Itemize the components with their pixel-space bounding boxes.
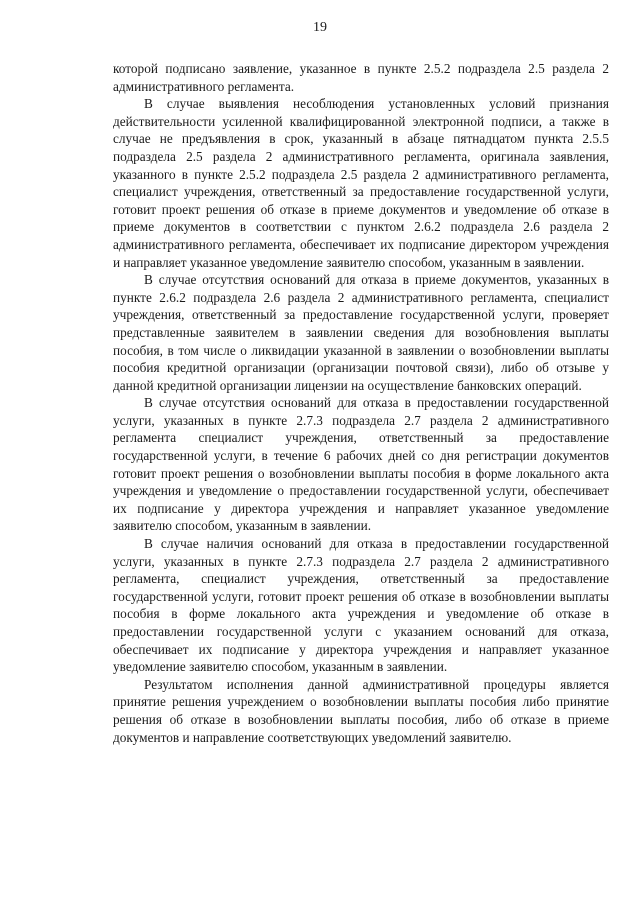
paragraph-no-refusal-grounds-documents: В случае отсутствия оснований для отказа в приеме документов, указанных в пункте 2.6.2 подраздела 2.6 раздела 2 административного регламента, специалист учреждения, ответственный за предоставление государственной услуги, проверяет представленные заявителем в заявлении сведения для возобновления выплаты пособия, в том числе о ликвидации указанной в заявлении о возобновлении выплаты пособия кредитной организации (организации почтовой связи), либо об отзыве у данной кредитной организации лицензии на осуществление банковских операций. [113,272,609,393]
paragraph-refusal-grounds-service: В случае наличия оснований для отказа в предоставлении государственной услуги, указанных в пункте 2.7.3 подраздела 2.7 раздела 2 административного регламента, специалист учреждения, ответственный за предоставление государственной услуги, готовит проект решения об отказе в возобновлении выплаты пособия в форме локального акта учреждения и уведомление об отказе в предоставлении государственной услуги с указанием оснований для отказа, обеспечивает их подписание у директора учреждения и направляет указанное уведомление заявителю способом, указанным в заявлении. [113,536,609,675]
page-number: 19 [313,20,327,35]
paragraph-no-refusal-grounds-service: В случае отсутствия оснований для отказа в предоставлении государственной услуги, указанных в пункте 2.7.3 подраздела 2.7 раздела 2 административного регламента специалист учреждения, ответственный за предоставление государственной услуги, в течение 6 рабочих дней со дня регистрации документов готовит проект решения о возобновлении выплаты пособия в форме локального акта учреждения и уведомление о предоставлении государственной услуги, обеспечивает их подписание у директора учреждения и направляет указанное уведомление заявителю способом, указанным в заявлении. [113,395,609,534]
document-body [113,60,609,746]
paragraph-continuation: которой подписано заявление, указанное в пункте 2.5.2 подраздела 2.5 раздела 2 административного регламента. [113,61,609,94]
paragraph-signature-invalid: В случае выявления несоблюдения установленных условий признания действительности усиленной квалифицированной электронной подписи, а также в случае не предъявления в срок, указанный в абзаце пятнадцатом пункта 2.5.5 подраздела 2.5 раздела 2 административного регламента, оригинала заявления, указанного в пункте 2.5.2 подраздела 2.5 раздела 2 административного регламента, специалист учреждения, ответственный за предоставление государственной услуги, готовит проект решения об отказе в приеме документов и уведомление об отказе в приеме документов в соответствии с пунктом 2.6.2 подраздела 2.6 раздела 2 административного регламента, обеспечивает их подписание директором учреждения и направляет указанное уведомление заявителю способом, указанным в заявлении. [113,96,609,270]
paragraph-procedure-result: Результатом исполнения данной административной процедуры является принятие решения учреждением о возобновлении выплаты пособия либо принятие решения об отказе в возобновлении выплаты пособия, либо об отказе в приеме документов и направление соответствующих уведомлений заявителю. [113,676,609,745]
